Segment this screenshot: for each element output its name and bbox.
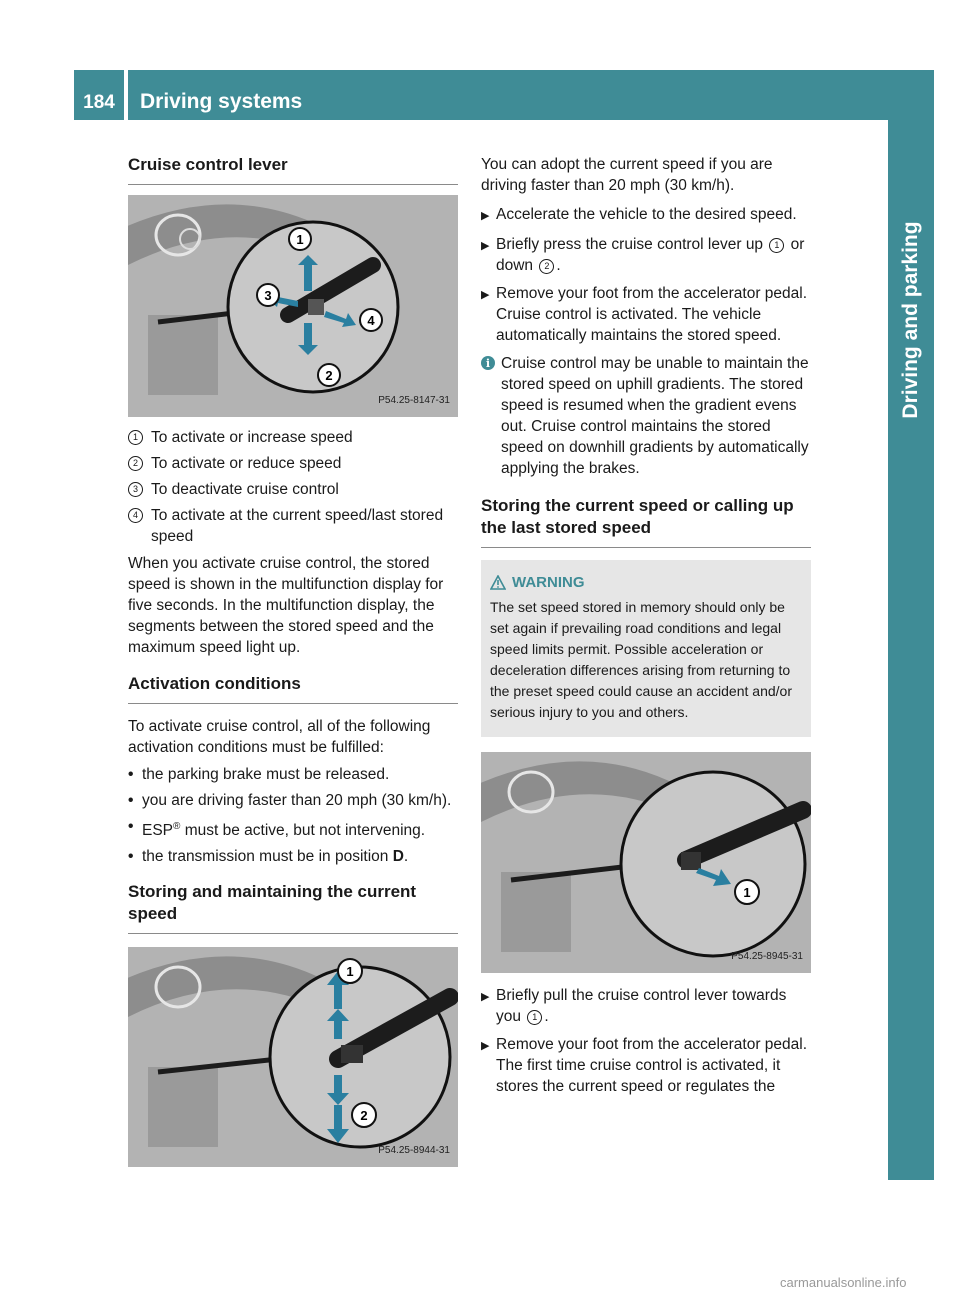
step-result: Cruise control is activated. The vehicle automatically maintains the stored speed. <box>496 306 782 344</box>
figure-lever-up-down <box>128 947 458 1167</box>
steps-list <box>481 204 811 346</box>
side-tab <box>888 1130 934 1180</box>
arrow-icon: ▶ <box>481 210 490 222</box>
step-text-part: Remove your foot from the accelerator pedal. <box>496 285 808 302</box>
svg-text:3: 3 <box>264 288 272 303</box>
step-item <box>481 985 811 1027</box>
figure-lever-pull-drawing <box>481 752 811 973</box>
step-text <box>496 985 811 1027</box>
side-label-text: Driving and parking <box>899 221 922 419</box>
legend-text: To activate or increase speed <box>151 429 353 446</box>
step-text <box>496 234 811 276</box>
arrow-icon: ▶ <box>481 240 490 252</box>
bullet-icon: • <box>128 818 134 835</box>
warning-title: WARNING <box>512 574 585 591</box>
number-circle: 1 <box>128 430 143 445</box>
paragraph-conditions: To activate cruise control, all of the following activation conditions must be fulfilled: <box>128 718 431 756</box>
legend-text: To activate at the current speed/last stored speed <box>151 507 444 545</box>
list-text <box>142 846 408 867</box>
list-item <box>128 764 458 785</box>
legend-item <box>128 427 458 448</box>
svg-text:1: 1 <box>296 232 304 247</box>
list-item <box>128 790 458 811</box>
number-circle: 4 <box>128 508 143 523</box>
registered-mark: ® <box>173 821 181 832</box>
list-item <box>128 816 458 841</box>
bullet-icon: • <box>128 848 134 866</box>
figure-lever-pull <box>481 752 811 973</box>
number-circle: 2 <box>128 456 143 471</box>
step-item <box>481 283 811 346</box>
arrow-icon: ▶ <box>481 1040 490 1052</box>
step-text <box>496 1034 811 1097</box>
esp-text: must be active, but not intervening. <box>180 822 426 840</box>
info-note <box>481 353 811 479</box>
watermark: carmanualsonline.info <box>780 1275 907 1290</box>
figure-lever-up-down-drawing <box>128 947 458 1167</box>
warning-header <box>490 572 802 593</box>
left-column <box>128 154 458 1167</box>
number-circle: 1 <box>769 238 784 253</box>
legend-text: To deactivate cruise control <box>151 481 339 498</box>
bullet-icon: • <box>128 792 134 809</box>
legend-list <box>128 427 458 547</box>
list-text: the parking brake must be released. <box>142 766 390 783</box>
heading-storing-maintaining: Storing and maintaining the current speed <box>128 881 458 934</box>
heading-storing-last: Storing the current speed or calling up the last stored speed <box>481 495 811 548</box>
step-item <box>481 1034 811 1097</box>
esp-label: ESP <box>142 822 174 840</box>
list-item <box>128 846 458 867</box>
bullet-icon: • <box>128 766 134 783</box>
period: . <box>403 848 409 866</box>
step-text-part: Briefly pull the cruise control lever towards you <box>496 987 787 1025</box>
right-column <box>481 154 811 1104</box>
arrow-icon: ▶ <box>481 289 490 301</box>
period: . <box>544 1008 549 1025</box>
warning-text: The set speed stored in memory should only be set again if prevailing road conditions and legal speed limits permit. Possible acceleration or deceleration differences arising from returning to the preset speed could cause an accident and/or serious injury to you and others. <box>490 599 792 720</box>
page-title: Driving systems <box>128 70 888 120</box>
number-circle: 3 <box>128 482 143 497</box>
svg-text:1: 1 <box>346 964 354 980</box>
info-text: Cruise control may be unable to maintain the stored speed on uphill gradients. The stored speed is resumed when the gradient evens out. Cruise control maintains the stored speed on downhill gradients by automatically applying the brakes. <box>501 355 809 477</box>
legend-item <box>128 479 458 500</box>
svg-text:4: 4 <box>367 313 375 328</box>
gear-label: D <box>392 848 404 866</box>
legend-item <box>128 505 458 547</box>
transmission-text: the transmission must be in position <box>142 848 393 866</box>
figure-code: P54.25-8945-31 <box>731 951 803 962</box>
step-item <box>481 234 811 276</box>
steps-list-2 <box>481 985 811 1097</box>
step-text-part: Remove your foot from the accelerator pedal. <box>496 1036 808 1053</box>
side-label <box>888 70 934 1130</box>
paragraph-adopt: You can adopt the current speed if you are driving faster than 20 mph (30 km/h). <box>481 156 773 194</box>
number-circle: 1 <box>527 1010 542 1025</box>
number-circle: 2 <box>539 259 554 274</box>
warning-triangle-icon <box>490 575 506 590</box>
svg-text:2: 2 <box>360 1108 368 1124</box>
list-text: you are driving faster than 20 mph (30 km/h). <box>142 792 452 809</box>
info-icon: i <box>481 356 495 370</box>
step-result: The first time cruise control is activated, it stores the current speed or regulates the <box>496 1057 781 1095</box>
step-text <box>496 283 811 346</box>
conditions-list <box>128 764 458 867</box>
svg-text:1: 1 <box>743 885 751 900</box>
legend-item <box>128 453 458 474</box>
step-item <box>481 204 811 227</box>
step-text: Accelerate the vehicle to the desired speed. <box>496 206 797 223</box>
heading-cruise-control-lever: Cruise control lever <box>128 154 458 185</box>
period: . <box>556 257 561 274</box>
figure-cruise-lever-drawing <box>128 195 458 417</box>
warning-box <box>481 560 811 737</box>
step-text-part: or down <box>496 236 805 274</box>
figure-code: P54.25-8147-31 <box>378 395 450 406</box>
paragraph-activate: When you activate cruise control, the stored speed is shown in the multifunction display for five seconds. In the multifunction display, the segments between the stored speed and the maximum speed light up. <box>128 555 444 656</box>
list-text <box>142 816 425 841</box>
figure-cruise-lever <box>128 195 458 417</box>
legend-text: To activate or reduce speed <box>151 455 342 472</box>
page-number: 184 <box>74 70 124 120</box>
arrow-icon: ▶ <box>481 991 490 1003</box>
svg-text:2: 2 <box>325 368 333 383</box>
figure-code: P54.25-8944-31 <box>378 1145 450 1157</box>
heading-activation-conditions: Activation conditions <box>128 673 458 704</box>
step-text-part: Briefly press the cruise control lever up <box>496 236 768 253</box>
